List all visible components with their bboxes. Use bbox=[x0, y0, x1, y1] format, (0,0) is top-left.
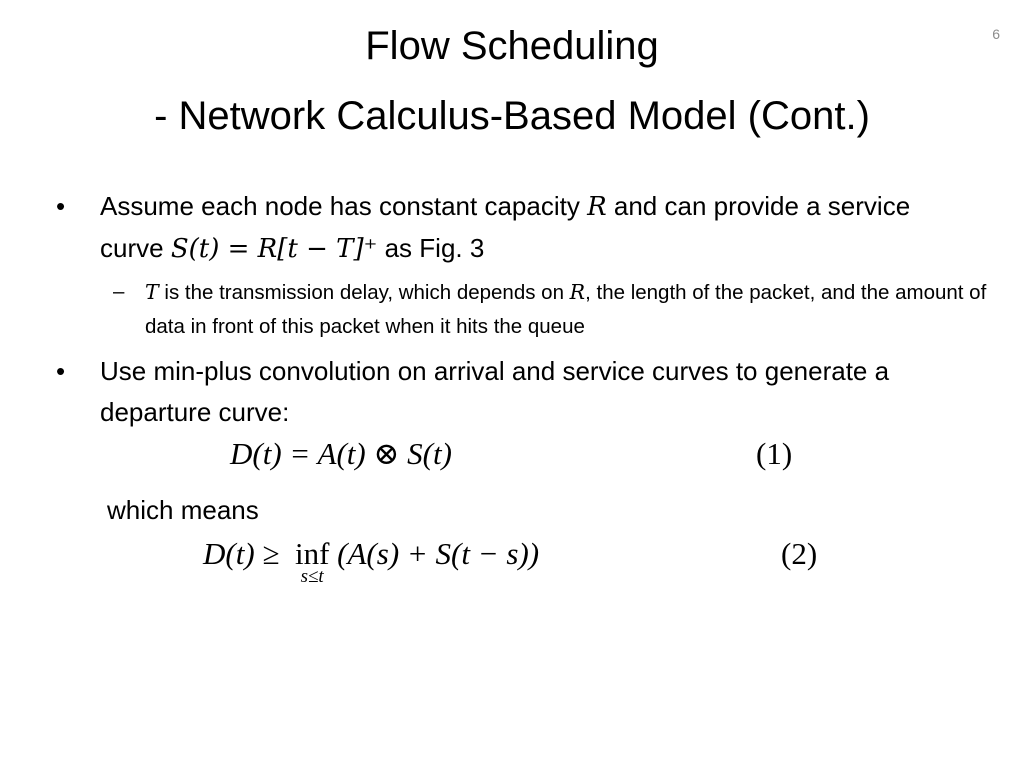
bullet-service-curve bbox=[100, 186, 980, 270]
bullet-text: as Fig. 3 bbox=[377, 233, 485, 263]
sub-bullet-text: is the transmission delay, which depends on bbox=[158, 281, 570, 304]
infimum-subscript: s≤t bbox=[300, 566, 324, 587]
service-curve-formula: S(t) = R[t − T]⁺ bbox=[170, 234, 378, 264]
equation-2-left: D(t) ≥ bbox=[203, 536, 288, 571]
equation-2-number: (2) bbox=[781, 536, 818, 571]
bullet-text: and can provide a service curve bbox=[100, 191, 911, 263]
delay-symbol: T bbox=[145, 280, 159, 304]
which-means-text: which means bbox=[107, 495, 259, 525]
page-number: 6 bbox=[992, 26, 1000, 42]
equation-1-expression: D(t) = A(t) ⊗ S(t) bbox=[230, 436, 452, 471]
bullet-min-plus-convolution: • Use min-plus convolution on arrival and service curves to generate a departure curve: bbox=[100, 351, 980, 433]
equation-1 bbox=[230, 436, 452, 472]
capacity-symbol: R bbox=[569, 280, 586, 304]
equation-2-right: (A(s) + S(t − s)) bbox=[337, 536, 540, 571]
equation-1-number: (1) bbox=[756, 436, 793, 471]
bullet-text: Assume each node has constant capacity bbox=[100, 191, 588, 221]
infimum-operator bbox=[287, 536, 337, 587]
capacity-symbol: R bbox=[587, 192, 607, 222]
sub-bullet-text: , the length of the packet, and the amount of data in front of this packet when it hits the queue bbox=[145, 281, 987, 338]
equation-2 bbox=[203, 536, 540, 587]
sub-bullet-transmission-delay bbox=[145, 275, 1015, 344]
infimum-label: inf bbox=[294, 536, 330, 571]
slide-subtitle: - Network Calculus-Based Model (Cont.) bbox=[154, 94, 870, 138]
slide-title: Flow Scheduling bbox=[365, 24, 659, 68]
